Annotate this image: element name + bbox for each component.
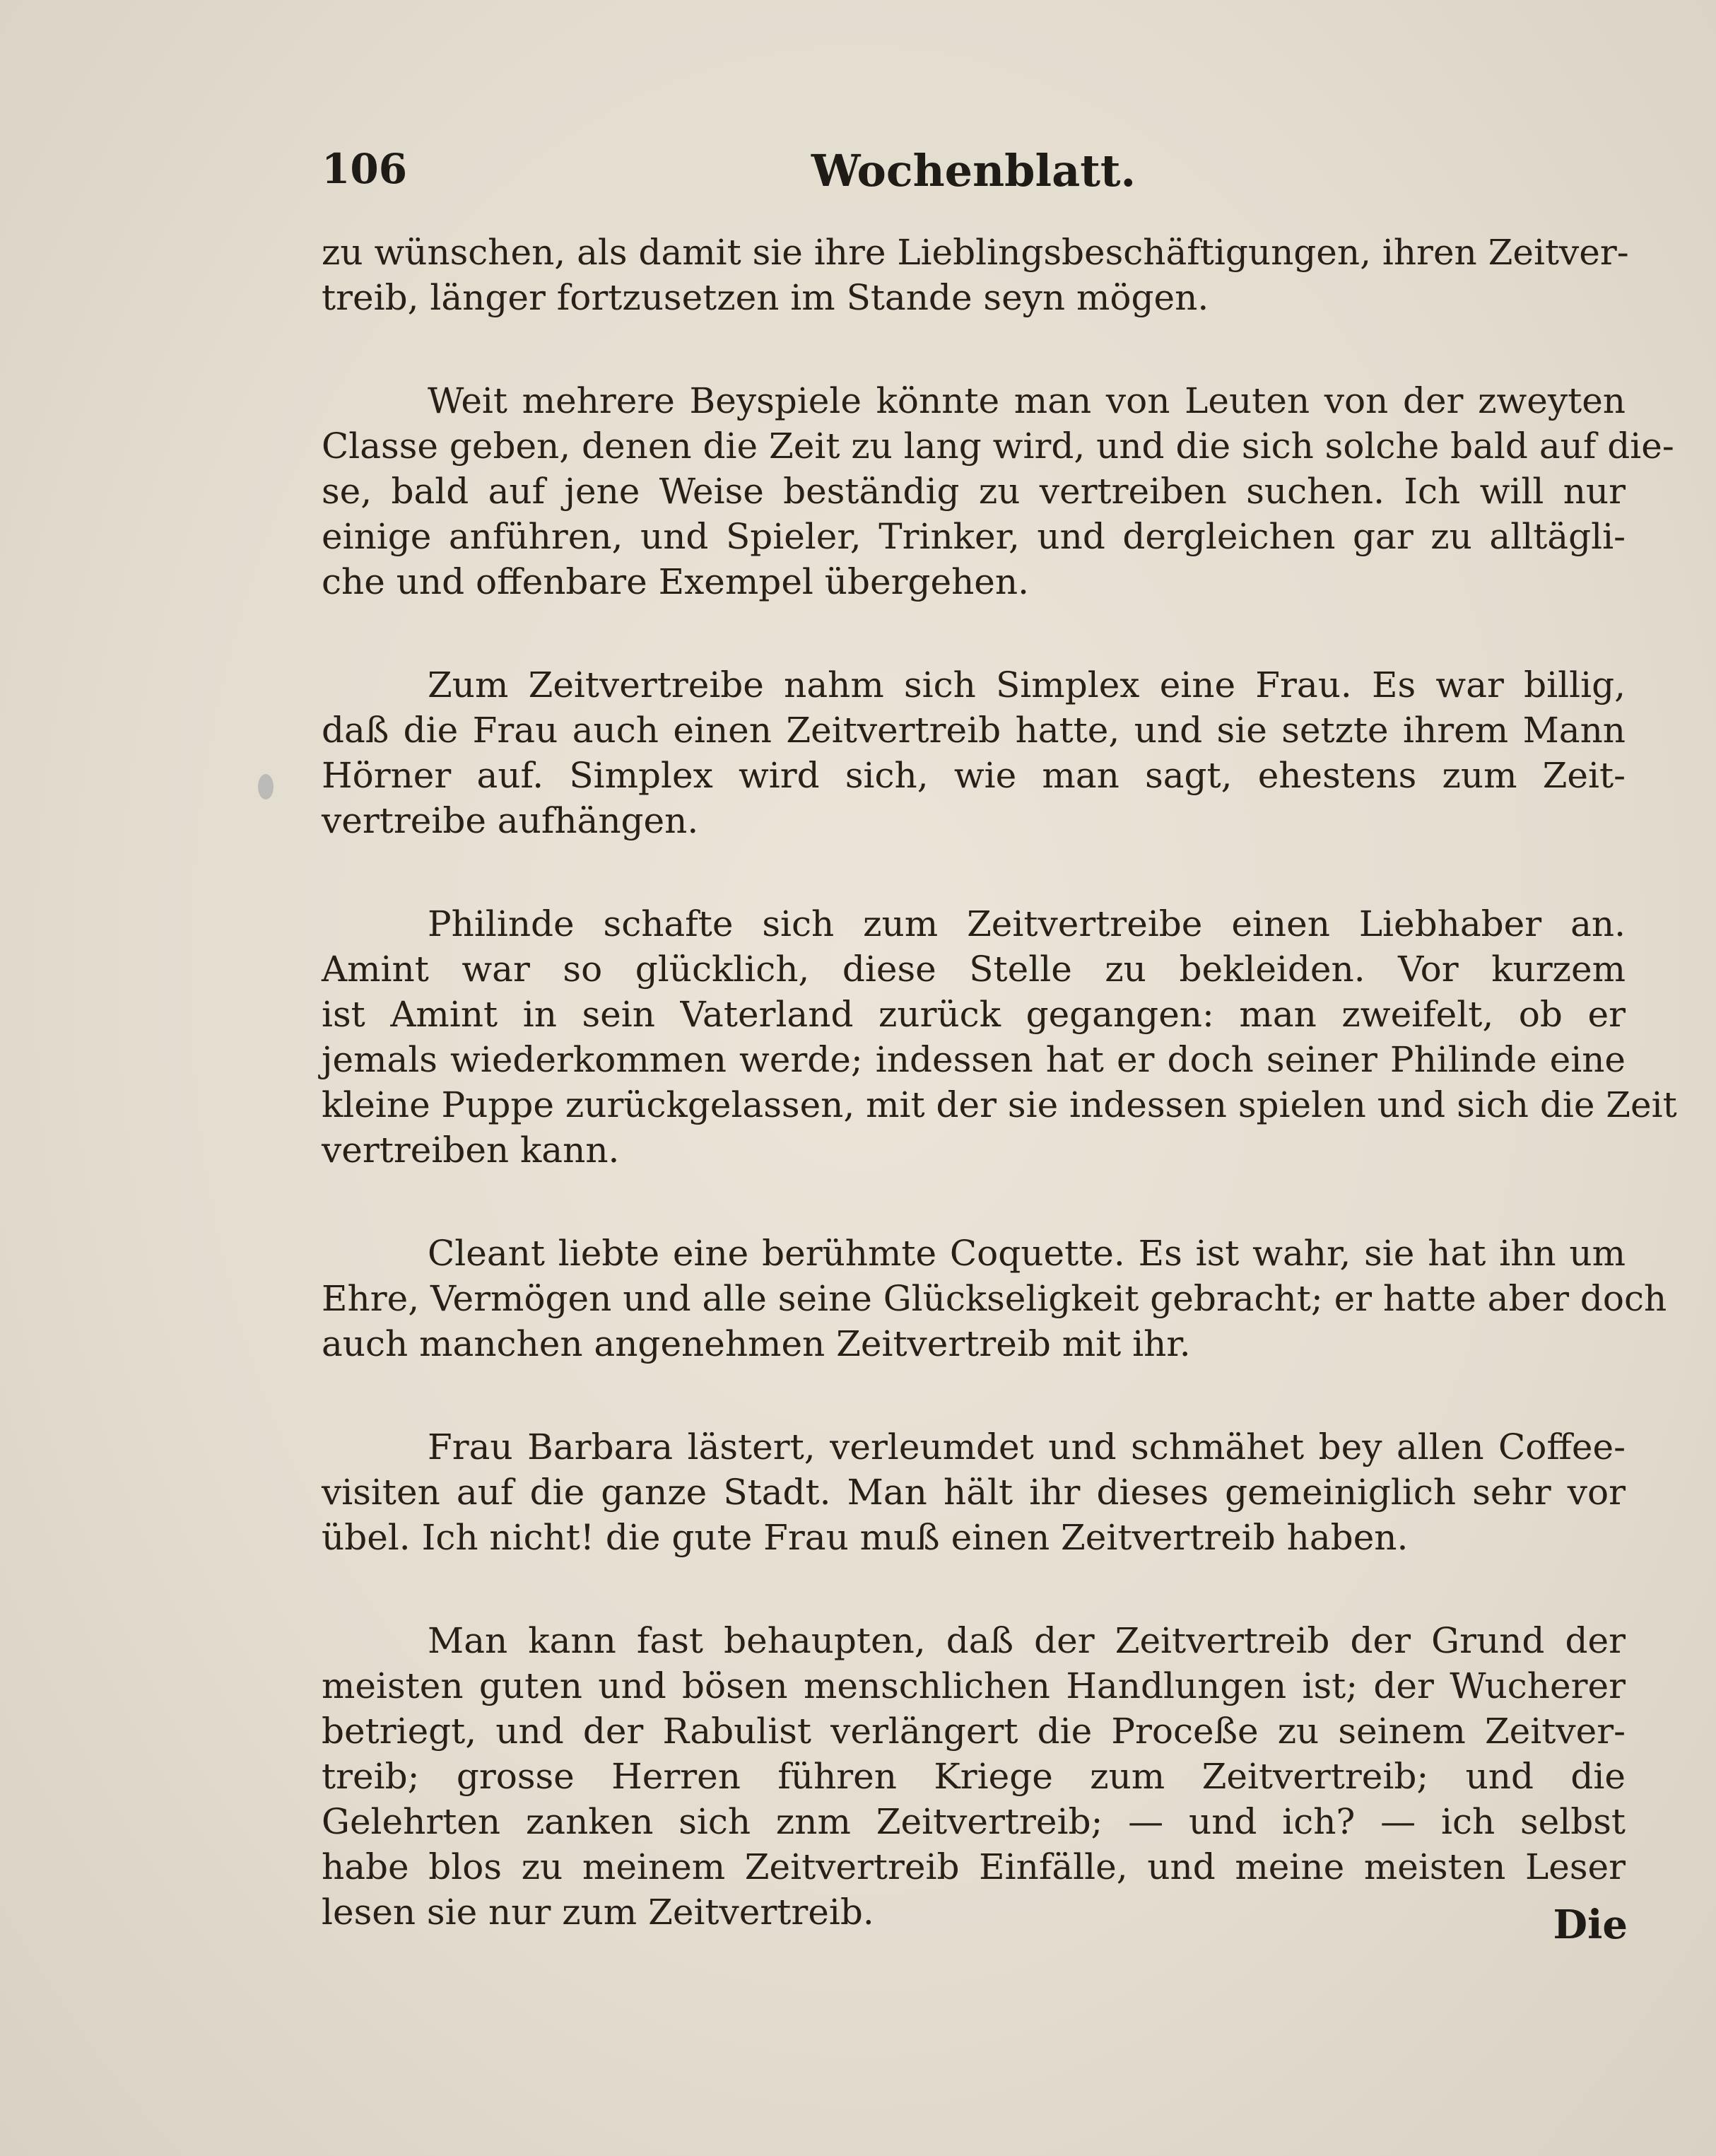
- paragraph-6: [322, 1424, 1626, 1560]
- ink-smudge: [258, 774, 274, 799]
- paragraph-3: [322, 662, 1626, 843]
- text-line: Gelehrten zanken sich znm Zeitvertreib; — und ich? — ich selbst: [322, 1801, 1626, 1842]
- running-header: [322, 145, 1626, 209]
- paragraph-2: [322, 378, 1674, 604]
- text-line: jemals wiederkommen werde; indessen hat er doch seiner Philinde eine: [322, 1039, 1626, 1080]
- text-line: einige anführen, und Spieler, Trinker, und dergleichen gar zu alltägli-: [322, 516, 1626, 557]
- paragraph-7: [322, 1618, 1626, 1935]
- text-line: treib, länger fortzusetzen im Stande seyn mögen.: [322, 277, 1209, 318]
- text-line: auch manchen angenehmen Zeitvertreib mit ihr.: [322, 1323, 1191, 1364]
- paragraph-1: [322, 230, 1629, 320]
- text-line: Weit mehrere Beyspiele könnte man von Leuten von der zweyten: [428, 380, 1626, 421]
- text-line: kleine Puppe zurückgelassen, mit der sie indessen spielen und sich die Zeit: [322, 1084, 1677, 1125]
- text-line: Man kann fast behaupten, daß der Zeitvertreib der Grund der: [428, 1620, 1626, 1661]
- text-line: vertreibe aufhängen.: [322, 800, 699, 841]
- text-line: se, bald auf jene Weise beständig zu vertreiben suchen. Ich will nur: [322, 471, 1626, 512]
- text-line: Hörner auf. Simplex wird sich, wie man sagt, ehestens zum Zeit-: [322, 755, 1626, 796]
- text-body: [322, 230, 1677, 1935]
- text-line: Philinde schafte sich zum Zeitvertreibe einen Liebhaber an.: [428, 903, 1626, 944]
- text-line: betriegt, und der Rabulist verlängert die Proceße zu seinem Zeitver-: [322, 1711, 1626, 1752]
- text-line: Frau Barbara lästert, verleumdet und schmähet bey allen Coffee-: [428, 1426, 1626, 1467]
- text-line: Amint war so glücklich, diese Stelle zu bekleiden. Vor kurzem: [322, 949, 1626, 990]
- text-line: Classe geben, denen die Zeit zu lang wird, und die sich solche bald auf die-: [322, 426, 1674, 467]
- text-line: lesen sie nur zum Zeitvertreib.: [322, 1892, 874, 1933]
- text-line: Ehre, Vermögen und alle seine Glückseligkeit gebracht; er hatte aber doch: [322, 1278, 1667, 1319]
- text-line: übel. Ich nicht! die gute Frau muß einen Zeitvertreib haben.: [322, 1517, 1409, 1558]
- text-line: treib; grosse Herren führen Kriege zum Zeitvertreib; und die: [322, 1756, 1626, 1797]
- text-line: habe blos zu meinem Zeitvertreib Einfälle, und meine meisten Leser: [322, 1846, 1626, 1887]
- text-line: Zum Zeitvertreibe nahm sich Simplex eine Frau. Es war billig,: [428, 664, 1626, 705]
- catchword: Die: [1553, 1902, 1628, 1948]
- text-line: vertreiben kann.: [322, 1130, 620, 1171]
- text-line: ist Amint in sein Vaterland zurück gegangen: man zweifelt, ob er: [322, 994, 1626, 1035]
- text-line: visiten auf die ganze Stadt. Man hält ihr dieses gemeiniglich sehr vor: [322, 1472, 1626, 1513]
- text-line: daß die Frau auch einen Zeitvertreib hatte, und sie setzte ihrem Mann: [322, 710, 1626, 751]
- text-line: meisten guten und bösen menschlichen Handlungen ist; der Wucherer: [322, 1665, 1626, 1706]
- text-line: zu wünschen, als damit sie ihre Lieblingsbeschäftigungen, ihren Zeitver-: [322, 232, 1629, 273]
- text-line: Cleant liebte eine berühmte Coquette. Es ist wahr, sie hat ihn um: [428, 1233, 1626, 1274]
- text-line: che und offenbare Exempel übergehen.: [322, 561, 1029, 602]
- paragraph-5: [322, 1231, 1667, 1366]
- page-title: Wochenblatt.: [811, 145, 1136, 197]
- page-number: 106: [322, 145, 408, 193]
- paragraph-4: [322, 901, 1677, 1173]
